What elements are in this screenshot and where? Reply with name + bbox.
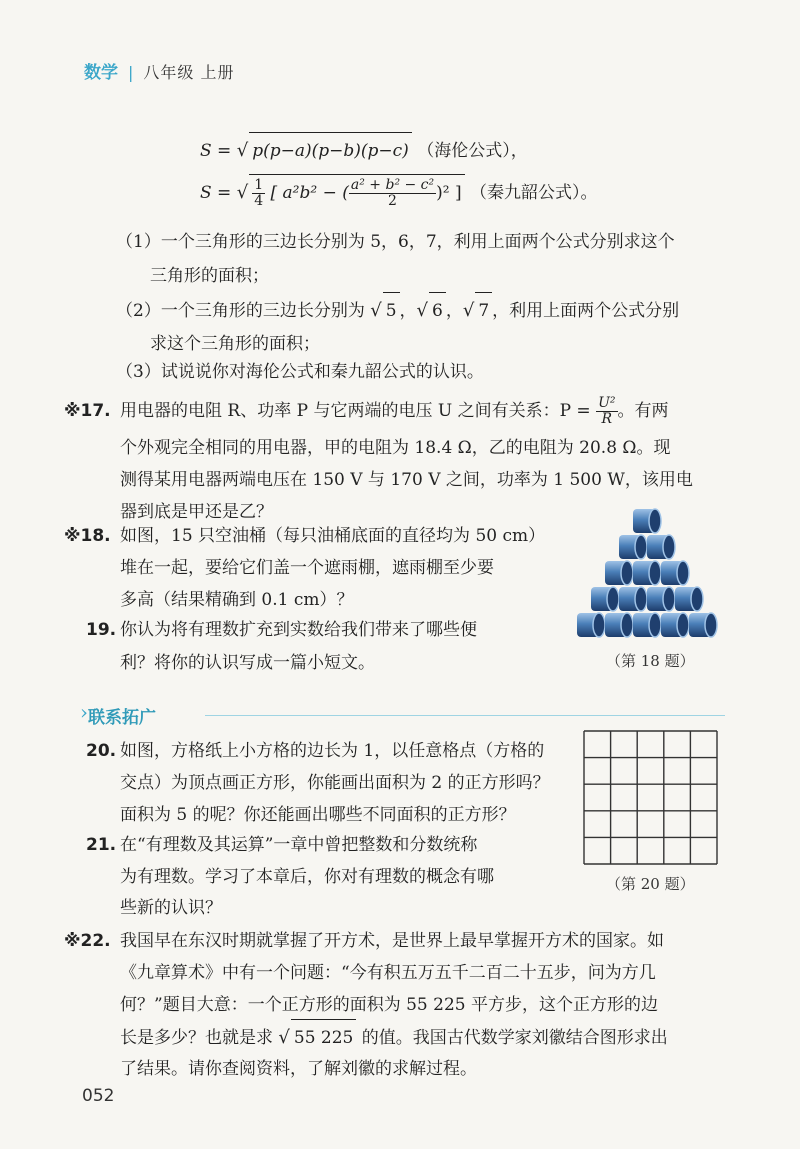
- q19-number: 19.: [86, 620, 117, 640]
- barrel-end: [607, 587, 619, 611]
- q21-line2: 为有理数。学习了本章后，你对有理数的概念有哪: [120, 867, 494, 887]
- barrel-end: [635, 587, 647, 611]
- barrel-end: [649, 561, 661, 585]
- q16-part1-line1: （1）一个三角形的三边长分别为 5，6，7，利用上面两个公式分别求这个: [116, 232, 675, 252]
- chevron-right-icon: ›: [80, 700, 88, 724]
- power-numerator: U²: [598, 395, 616, 411]
- q21-number: 21.: [86, 835, 117, 855]
- grid-paper-figure: [582, 729, 720, 867]
- q16-part1-line2: 三角形的面积；: [150, 266, 269, 286]
- q20-caption: （第 20 题）: [606, 875, 695, 893]
- q18-line3: 多高（结果精确到 0.1 cm）？: [120, 590, 354, 610]
- q17-line3: 测得某用电器两端电压在 150 V 与 170 V 之间，功率为 1 500 W，该用电: [120, 470, 693, 490]
- qin-radicand: [249, 174, 464, 211]
- radical-sign-2: √: [236, 182, 249, 203]
- quarter-numerator: 1: [254, 177, 264, 193]
- power-denominator: R: [601, 411, 613, 427]
- q22-line1: 我国早在东汉时期就掌握了开方术，是世界上最早掌握开方术的国家。如: [120, 931, 664, 951]
- heron-name: （海伦公式），: [417, 141, 528, 161]
- barrel-end: [635, 535, 647, 559]
- q20-number: 20.: [86, 741, 117, 761]
- grade-label: 八年级 上册: [143, 63, 235, 82]
- q17-line2: 个外观完全相同的用电器，甲的电阻为 18.4 Ω，乙的电阻为 20.8 Ω。现: [120, 438, 671, 458]
- barrel-end: [705, 613, 717, 637]
- q16-p2-text: （2）一个三角形的三边长分别为: [116, 301, 365, 321]
- q22-line4-end: 的值。我国古代数学家刘徽结合图形求出: [361, 1028, 668, 1048]
- formula-s: S =: [200, 141, 232, 161]
- q21-line3: 些新的认识？: [120, 898, 222, 918]
- q17-line1-end: 。有两: [617, 401, 669, 421]
- qin-part2: )² ]: [436, 183, 462, 203]
- q16-p2-tail: ，利用上面两个公式分别: [492, 301, 680, 321]
- q17-line4: 器到底是甲还是乙？: [120, 502, 273, 522]
- radicand-55225: 55 225: [291, 1019, 356, 1056]
- q20-line3: 面积为 5 的呢？你还能画出哪些不同面积的正方形？: [120, 805, 516, 825]
- barrel-end: [593, 613, 605, 637]
- heron-radicand: p(p−a)(p−b)(p−c): [249, 132, 412, 169]
- q17-line1-text: 用电器的电阻 R、功率 P 与它两端的电压 U 之间有关系：P =: [120, 401, 591, 421]
- q16-part3: （3）试说说你对海伦公式和秦九韶公式的认识。: [116, 362, 484, 382]
- q20-line1: 如图，方格纸上小方格的边长为 1，以任意格点（方格的: [120, 741, 545, 761]
- section-title: 联系拓广: [88, 708, 156, 728]
- q18-line2: 堆在一起，要给它们盖一个遮雨棚，遮雨棚至少要: [120, 558, 494, 578]
- barrel-end: [691, 587, 703, 611]
- quarter-denominator: 4: [254, 193, 264, 209]
- running-header: [84, 58, 234, 83]
- q19-line1: 你认为将有理数扩充到实数给我们带来了哪些便: [120, 620, 477, 640]
- barrel-end: [663, 587, 675, 611]
- q18-number: ※18.: [64, 526, 111, 546]
- barrel-end: [677, 613, 689, 637]
- radicand-5: 5: [383, 292, 400, 329]
- q22-line4-start: 长是多少？也就是求: [120, 1028, 273, 1048]
- subject-label: 数学: [84, 63, 118, 83]
- q17-line1: [120, 393, 669, 429]
- formula-s2: S =: [200, 183, 232, 203]
- heron-formula: [200, 132, 528, 169]
- barrel-end: [677, 561, 689, 585]
- header-separator: |: [128, 63, 134, 82]
- inner-denominator: 2: [388, 193, 397, 209]
- q17-number: ※17.: [64, 401, 111, 421]
- qin-part1: [ a²b² − (: [270, 183, 349, 203]
- q16-part2-line2: 求这个三角形的面积；: [150, 334, 320, 354]
- qin-name: （秦九韶公式）。: [470, 183, 598, 203]
- barrel-end: [649, 613, 661, 637]
- q22-line3: 何？”题目大意：一个正方形的面积为 55 225 平方步，这个正方形的边: [120, 995, 658, 1015]
- section-divider: [205, 715, 725, 716]
- q16-part2-line1: （2）一个三角形的三边长分别为 √ 5 ，√ 6 ，√ 7 ，利用上面两个公式分别: [116, 292, 679, 329]
- radicand-7: 7: [475, 292, 492, 329]
- barrel-end: [621, 561, 633, 585]
- q20-line2: 交点）为顶点画正方形，你能画出面积为 2 的正方形吗？: [120, 773, 550, 793]
- qin-formula: [200, 174, 598, 211]
- q19-line2: 利？将你的认识写成一篇小短文。: [120, 653, 375, 673]
- barrel-end: [649, 509, 661, 533]
- q22-line5: 了结果。请你查阅资料，了解刘徽的求解过程。: [120, 1059, 477, 1079]
- barrel-end: [621, 613, 633, 637]
- q22-line4: 长是多少？也就是求 √ 55 225 的值。我国古代数学家刘徽结合图形求出: [120, 1019, 668, 1056]
- q21-line1: 在“有理数及其运算”一章中曾把整数和分数统称: [120, 835, 478, 855]
- radical-sign: √: [236, 140, 249, 161]
- q18-line1: 如图，15 只空油桶（每只油桶底面的直径均为 50 cm）: [120, 526, 546, 546]
- inner-numerator: a² + b² − c²: [350, 177, 435, 193]
- q18-caption: （第 18 题）: [606, 652, 695, 670]
- q22-number: ※22.: [64, 931, 111, 951]
- barrel-end: [663, 535, 675, 559]
- radicand-6: 6: [429, 292, 446, 329]
- barrel-stack-figure: [572, 505, 722, 647]
- q22-line2: 《九章算术》中有一个问题：“今有积五万五千二百二十五步，问为方几: [120, 963, 656, 983]
- page-number: 052: [82, 1086, 115, 1106]
